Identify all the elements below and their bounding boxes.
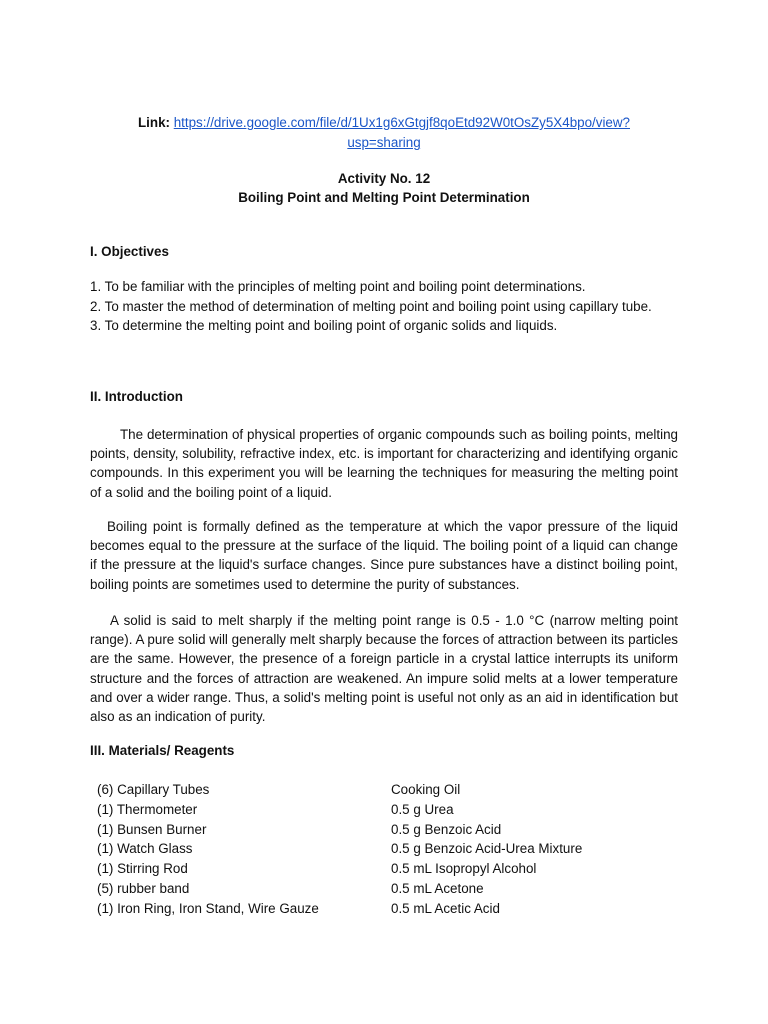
- drive-link-line2[interactable]: usp=sharing: [347, 135, 421, 150]
- objectives-list: [90, 277, 678, 336]
- intro-paragraph: The determination of physical properties of organic compounds such as boiling points, melting points, density, solubility, refractive index, etc. is important for characterizing and identifying organic compounds. In this experiment you will be learning the techniques for measuring the melting point of a solid and the boiling point of a liquid.: [90, 427, 678, 500]
- material-item: (6) Capillary Tubes: [97, 782, 210, 797]
- activity-number: Activity No. 12: [337, 171, 431, 186]
- introduction-heading: II. Introduction: [90, 389, 183, 404]
- material-item: (1) Bunsen Burner: [97, 821, 207, 837]
- materials-row: [97, 839, 677, 859]
- reagent-item: 0.5 mL Isopropyl Alcohol: [391, 861, 537, 877]
- materials-row: [97, 859, 677, 879]
- materials-row: [97, 820, 677, 840]
- link-line: [90, 113, 678, 153]
- materials-list: [97, 780, 677, 919]
- reagent-item: 0.5 g Urea: [391, 801, 454, 817]
- material-item: (1) Thermometer: [97, 801, 198, 817]
- materials-row: [97, 879, 677, 899]
- reagent-item: 0.5 g Benzoic Acid: [391, 821, 502, 837]
- material-item: (1) Stirring Rod: [97, 861, 188, 877]
- material-item: (1) Iron Ring, Iron Stand, Wire Gauze: [97, 900, 319, 916]
- drive-link-line1[interactable]: https://drive.google.com/file/d/1Ux1g6xGtgjf8qoEtd92W0tOsZy5X4bpo/view?: [173, 115, 630, 130]
- intro-paragraph: Boiling point is formally defined as the temperature at which the vapor pressure of the liquid becomes equal to the pressure at the surface of the liquid. The boiling point of a liquid can change if the pressure at the liquid's surface changes. Since pure substances have a distinct boiling point, boiling points are sometimes used to determine the purity of substances.: [90, 519, 678, 592]
- materials-row: [97, 899, 677, 919]
- intro-paragraph: A solid is said to melt sharply if the melting point range is 0.5 - 1.0 °C (narrow melting point range). A pure solid will generally melt sharply because the forces of attraction between its particles are the same. However, the presence of a foreign particle in a crystal lattice interrupts its uniform structure and the forces of attraction are weakened. An impure solid melts at a lower temperature and over a wider range. Thus, a solid's melting point is useful not only as an aid in identification but also as an indication of purity.: [90, 613, 678, 725]
- material-item: (1) Watch Glass: [97, 841, 193, 857]
- materials-row: [97, 800, 677, 820]
- materials-heading: III. Materials/ Reagents: [90, 743, 235, 758]
- drive-link[interactable]: [174, 115, 630, 150]
- objective-item: 3. To determine the melting point and boiling point of organic solids and liquids.: [90, 318, 558, 333]
- objective-item: 2. To master the method of determination of melting point and boiling point using capillary tube.: [90, 298, 652, 314]
- activity-title: Boiling Point and Melting Point Determination: [238, 190, 530, 205]
- link-label: Link:: [137, 115, 170, 130]
- objectives-heading: I. Objectives: [90, 244, 169, 259]
- material-item: (5) rubber band: [97, 880, 190, 896]
- reagent-item: 0.5 mL Acetone: [391, 880, 484, 896]
- reagent-item: 0.5 g Benzoic Acid-Urea Mixture: [391, 841, 583, 857]
- materials-row: [97, 780, 677, 800]
- objective-item: 1. To be familiar with the principles of melting point and boiling point determinations.: [90, 279, 586, 294]
- reagent-item: Cooking Oil: [391, 782, 461, 797]
- reagent-item: 0.5 mL Acetic Acid: [391, 900, 500, 916]
